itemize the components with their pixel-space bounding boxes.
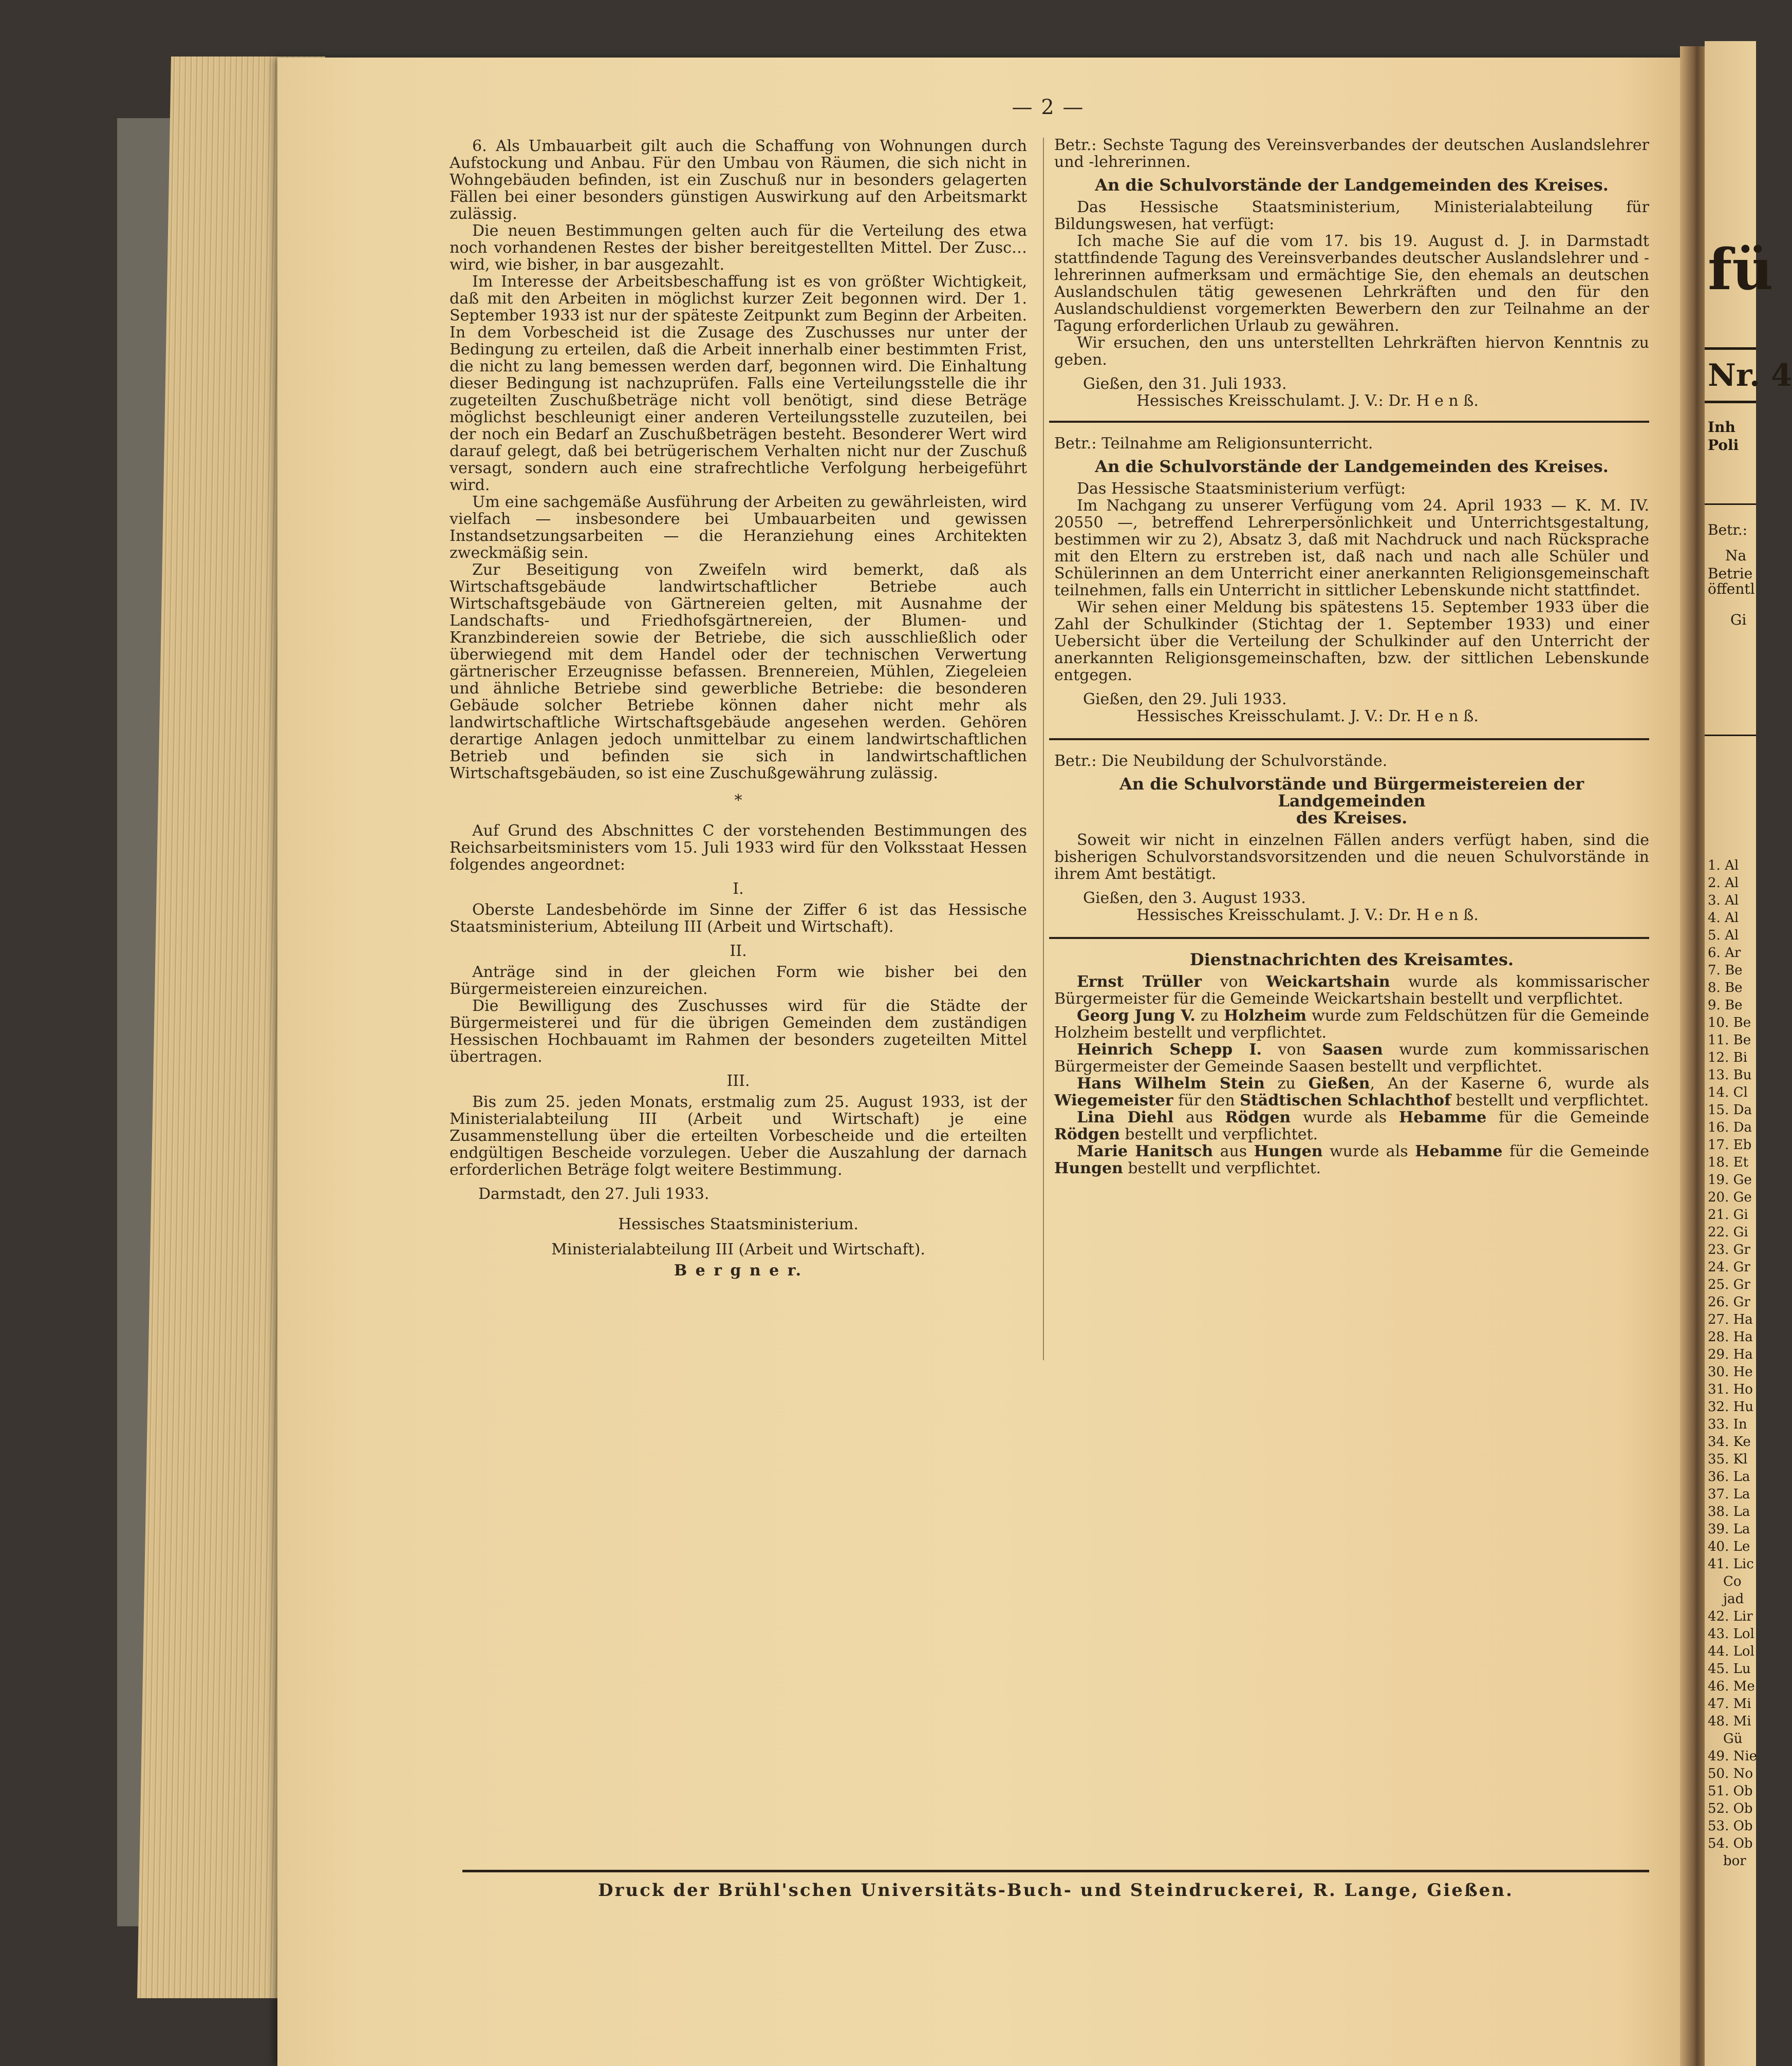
paragraph: Auf Grund des Abschnittes C der vorstehenden Bestimmungen des Reichsarbeitsministers vom 15. Juli 1933 wird für den Volksstaat Hessen folgendes angeordnet: bbox=[450, 822, 1027, 874]
next-page-list-item: 43. Lol bbox=[1708, 1626, 1754, 1642]
next-page-list-item: 18. Et bbox=[1708, 1155, 1749, 1170]
next-page-list-item: 45. Lu bbox=[1708, 1661, 1751, 1677]
right-column bbox=[1054, 137, 1649, 1177]
next-page-contents-fragment: Inh bbox=[1708, 419, 1735, 436]
person-name: Hans Wilhelm Stein bbox=[1077, 1075, 1265, 1093]
notice-entry bbox=[1054, 1143, 1649, 1177]
notice-text: für den bbox=[1173, 1092, 1240, 1110]
place-name: Saasen bbox=[1322, 1041, 1383, 1059]
notice-entry bbox=[1054, 1075, 1649, 1109]
next-page-list-item: 7. Be bbox=[1708, 963, 1743, 978]
next-page-list-item: Gü bbox=[1723, 1731, 1743, 1746]
next-page-contents-fragment: Poli bbox=[1708, 437, 1739, 454]
notice-text: aus bbox=[1213, 1142, 1254, 1160]
next-page-betr-fragment: Betr.: bbox=[1708, 521, 1748, 538]
next-page-list-item: 17. Eb bbox=[1708, 1137, 1752, 1153]
next-page-list-item: 50. No bbox=[1708, 1766, 1753, 1781]
next-page-rule bbox=[1705, 347, 1756, 350]
notice-entry bbox=[1054, 1041, 1649, 1075]
next-page-list-item: 22. Gi bbox=[1708, 1225, 1748, 1240]
page-number: — 2 — bbox=[1012, 96, 1085, 119]
place-name: Hungen bbox=[1054, 1159, 1123, 1177]
next-page-list-item: jad bbox=[1723, 1591, 1744, 1607]
person-name: Marie Hanitsch bbox=[1077, 1142, 1214, 1160]
next-page-list-item: 46. Me bbox=[1708, 1679, 1755, 1694]
next-page-text-fragment: Gi bbox=[1730, 611, 1747, 628]
section-rule bbox=[1049, 738, 1649, 740]
printer-imprint: Druck der Brühl'schen Universitäts-Buch- und Steindruckerei, R. Lange, Gießen. bbox=[598, 1880, 1514, 1901]
next-page-list-item: 25. Gr bbox=[1708, 1277, 1750, 1292]
paragraph: 6. Als Umbauarbeit gilt auch die Schaffung von Wohnungen durch Aufstockung und Anbau. Für den Umbau von Räumen, die sich nicht in Wohngebäuden befinden, ist ein Zuschuß nur in besonders gelagerten Fällen bei einer besonders günstigen Auswirkung auf den Arbeitsmarkt zulässig. bbox=[450, 137, 1027, 223]
signature: Hessisches Kreisschulamt. J. V.: Dr. H e n ß. bbox=[1136, 906, 1479, 924]
next-page-rule bbox=[1705, 401, 1756, 403]
section-heading: An die Schulvorstände und Bürgermeistereien der Landgemeinden bbox=[1119, 774, 1584, 811]
notice-text: wurde zum Feldschützen für die Gemeinde Holzheim bestellt und verpflichtet. bbox=[1054, 1007, 1649, 1042]
paragraph: Das Hessische Staatsministerium, Ministerialabteilung für Bildungswesen, hat verfügt: bbox=[1054, 198, 1649, 233]
next-page-list-item: 16. Da bbox=[1708, 1120, 1752, 1135]
role-name: Wiegemeister bbox=[1054, 1092, 1173, 1110]
next-page-list-item: 41. Lic bbox=[1708, 1556, 1754, 1572]
place-name: Hungen bbox=[1254, 1142, 1323, 1160]
next-page-list-item: 5. Al bbox=[1708, 928, 1739, 943]
role-name: Hebamme bbox=[1415, 1142, 1503, 1160]
next-page-list-item: 53. Ob bbox=[1708, 1818, 1753, 1834]
role-name: Hebamme bbox=[1398, 1109, 1487, 1126]
next-page-list-item: 8. Be bbox=[1708, 980, 1743, 996]
signature: Hessisches Kreisschulamt. J. V.: Dr. H e n ß. bbox=[1136, 707, 1479, 725]
notice-text: zu bbox=[1195, 1007, 1224, 1025]
paragraph: Um eine sachgemäße Ausführung der Arbeiten zu gewährleisten, wird vielfach — insbesondere bei Umbauarbeiten und gewissen Instandsetzungsarbeiten — die Heranziehung eines Architekten zweckmäßig sein. bbox=[450, 493, 1027, 562]
notice-text: wurde als kommissarischer Bürgermeister für die Gemeinde Weickartshain bestellt und verpflichtet. bbox=[1054, 973, 1649, 1008]
next-page-list-item: 14. Cl bbox=[1708, 1085, 1748, 1100]
next-page-list-item: 38. La bbox=[1708, 1504, 1750, 1519]
place-date: Gießen, den 3. August 1933. bbox=[1083, 889, 1306, 907]
signature-department: Ministerialabteilung III (Arbeit und Wirtschaft). bbox=[551, 1241, 925, 1259]
next-page-list-item: 3. Al bbox=[1708, 893, 1739, 908]
person-name: Heinrich Schepp I. bbox=[1077, 1041, 1262, 1059]
notice-text: aus bbox=[1173, 1109, 1225, 1126]
next-page-list-item: 35. Kl bbox=[1708, 1452, 1748, 1467]
next-page-list-item: 47. Mi bbox=[1708, 1696, 1751, 1712]
subject-line: Betr.: Sechste Tagung des Vereinsverbandes der deutschen Auslandslehrer und -lehrerinnen. bbox=[1054, 136, 1649, 171]
place-date: Darmstadt, den 27. Juli 1933. bbox=[478, 1185, 710, 1203]
signature-name: B e r g n e r. bbox=[674, 1262, 803, 1280]
next-page-list-item: 13. Bu bbox=[1708, 1067, 1752, 1083]
next-page-list-item: 51. Ob bbox=[1708, 1783, 1753, 1799]
notice-entry bbox=[1054, 1007, 1649, 1041]
notice-text: bestellt und verpflichtet. bbox=[1450, 1092, 1649, 1110]
paragraph: Die neuen Bestimmungen gelten auch für die Verteilung des etwa noch vorhandenen Restes der bisher bereitgestellten Mittel. Der Zusc… wird, wie bisher, in bar ausgezahlt. bbox=[450, 222, 1027, 274]
paragraph: Wir sehen einer Meldung bis spätestens 15. September 1933 über die Zahl der Schulkinder (Stichtag der 1. September 1933) und einer Uebersicht über die Verteilung der Schulkinder auf den Unterricht der anerkannten Religionsgemeinschaften, bzw. der sittlichen Lebenskunde entgegen. bbox=[1054, 598, 1649, 684]
place-name: Rödgen bbox=[1054, 1125, 1120, 1143]
notice-entry bbox=[1054, 1109, 1649, 1143]
next-page-list-item: 49. Nie bbox=[1708, 1749, 1758, 1764]
next-page-list-item: 34. Ke bbox=[1708, 1434, 1751, 1450]
person-name: Lina Diehl bbox=[1077, 1109, 1174, 1126]
signature-authority: Hessisches Staatsministerium. bbox=[618, 1215, 858, 1233]
next-page-rule bbox=[1705, 735, 1756, 736]
paragraph: Ich mache Sie auf die vom 17. bis 19. August d. J. in Darmstadt stattfindende Tagung des Vereinsverbandes deutscher Auslandslehrer und -lehrerinnen aufmerksam und ermächtige Sie, den ehemals an deutschen Auslandschulen tätig gewesenen Lehrkräften und den für den Auslandschuldienst vorgemerkten Bewerbern den zur Teilnahme an der Tagung erforderlichen Urlaub zu gewähren. bbox=[1054, 232, 1649, 335]
section-heading: An die Schulvorstände der Landgemeinden des Kreises. bbox=[1095, 457, 1609, 476]
next-page-list-item: 33. In bbox=[1708, 1417, 1747, 1432]
subject-line: Betr.: Teilnahme am Religionsunterricht. bbox=[1054, 435, 1373, 453]
organization-name: Städtischen Schlachthof bbox=[1240, 1092, 1451, 1110]
notice-text: für die Gemeinde bbox=[1502, 1142, 1649, 1160]
next-page-list-item: 20. Ge bbox=[1708, 1190, 1752, 1205]
paragraph: Im Nachgang zu unserer Verfügung vom 24. April 1933 — K. M. IV. 20550 —, betreffend Lehrerpersönlichkeit und Unterrichtsgestaltung, bestimmen wir zu 2), Absatz 3, daß mit Nachdruck und nach Rücksprache mit den Eltern zu erstreben ist, daß nach und nach alle Schüler und Schülerinnen an dem Unterricht einer anerkannten Religionsgemeinschaft teilnehmen, falls ein Unterricht in sittlicher Lebenskunde nicht stattfindet. bbox=[1054, 497, 1649, 599]
next-page-list-item: 15. Da bbox=[1708, 1102, 1752, 1118]
next-page-list-item: 1. Al bbox=[1708, 858, 1739, 873]
notice-text: zu bbox=[1264, 1075, 1309, 1093]
place-name: Rödgen bbox=[1225, 1109, 1291, 1126]
section-numeral: II. bbox=[730, 942, 747, 960]
section-rule bbox=[1049, 937, 1649, 939]
notice-text: für die Gemeinde bbox=[1486, 1109, 1649, 1126]
place-date: Gießen, den 29. Juli 1933. bbox=[1083, 690, 1287, 708]
subject-line: Betr.: Die Neubildung der Schulvorstände. bbox=[1054, 752, 1388, 770]
next-page-list-item: 32. Hu bbox=[1708, 1399, 1754, 1415]
paragraph: Wir ersuchen, den uns unterstellten Lehrkräften hiervon Kenntnis zu geben. bbox=[1054, 334, 1649, 369]
notice-text: wurde als bbox=[1291, 1109, 1399, 1126]
next-page-list-item: 24. Gr bbox=[1708, 1260, 1750, 1275]
next-page-list-item: 26. Gr bbox=[1708, 1294, 1750, 1310]
next-page-list-item: 12. Bi bbox=[1708, 1050, 1748, 1065]
next-page-list-item: 11. Be bbox=[1708, 1032, 1751, 1048]
next-page-issue-fragment: Nr. 4 bbox=[1708, 358, 1792, 393]
notice-text: bestellt und verpflichtet. bbox=[1123, 1159, 1321, 1177]
next-page-list-item: 54. Ob bbox=[1708, 1836, 1753, 1851]
paragraph: Zur Beseitigung von Zweifeln wird bemerkt, daß als Wirtschaftsgebäude landwirtschaftlicher Betriebe auch Wirtschaftsgebäude von Gärtnereien gelten, mit Ausnahme der Landschafts- und Friedhofsgärtnereien, der Blumen- und Kranzbindereien sowie der Betriebe, die sich ausschließlich oder überwiegend mit dem Handel oder der technischen Verwertung gärtnerischer Erzeugnisse befassen. Brennereien, Mühlen, Ziegeleien und ähnliche Betriebe sind gewerbliche Betriebe: die besonderen Gebäude solcher Betriebe können daher nicht mehr als landwirtschaftliche Wirtschaftsgebäude angesehen werden. Gehören derartige Anlagen jedoch unmittelbar zu einem landwirtschaftlichen Betrieb und befinden sie sich in landwirtschaftlichen Wirtschaftsgebäuden, so ist eine Zuschußgewährung zulässig. bbox=[450, 561, 1027, 782]
next-page-list-item: 6. Ar bbox=[1708, 945, 1741, 961]
footer-rule bbox=[462, 1870, 1649, 1872]
section-numeral: I. bbox=[733, 880, 744, 898]
paragraph: Das Hessische Staatsministerium verfügt: bbox=[1077, 480, 1406, 498]
notice-text: von bbox=[1262, 1041, 1322, 1059]
next-page-fragment bbox=[1705, 41, 1792, 2066]
notice-text: wurde zum kommissarischen Bürgermeister der Gemeinde Saasen bestellt und verpflichtet. bbox=[1054, 1041, 1649, 1076]
person-name: Ernst Trüller bbox=[1077, 973, 1202, 991]
next-page-list-item: Co bbox=[1723, 1574, 1742, 1589]
next-page-list-item: 23. Gr bbox=[1708, 1242, 1750, 1257]
notice-text: , An der Kaserne 6, wurde als bbox=[1370, 1075, 1650, 1093]
notice-text: wurde als bbox=[1322, 1142, 1415, 1160]
paragraph: Anträge sind in der gleichen Form wie bisher bei den Bürgermeistereien einzureichen. bbox=[450, 963, 1027, 998]
next-page-list-item: 52. Ob bbox=[1708, 1801, 1753, 1816]
paragraph: Die Bewilligung des Zuschusses wird für die Städte der Bürgermeisterei und für die übrigen Gemeinden dem zuständigen Hessischen Hochbauamt im Rahmen der besonders zugeteilten Mittel übertragen. bbox=[450, 997, 1027, 1066]
next-page-text-fragment: Na bbox=[1725, 547, 1747, 564]
next-page-list-item: 31. Ho bbox=[1708, 1382, 1753, 1397]
next-page-list-item: 4. Al bbox=[1708, 910, 1739, 926]
next-page-list-item: 19. Ge bbox=[1708, 1172, 1752, 1188]
next-page-list-item: 29. Ha bbox=[1708, 1347, 1753, 1362]
next-page-text-fragment: öffentl bbox=[1708, 580, 1755, 597]
paragraph: Bis zum 25. jeden Monats, erstmalig zum 25. August 1933, ist der Ministerialabteilung III (Arbeit und Wirtschaft) je eine Zusammenstellung über die erteilten Vorbescheide und die erteilten endgültigen Bescheide vorzulegen. Ueber die Auszahlung der darnach erforderlichen Beträge folgt weitere Bestimmung. bbox=[450, 1093, 1027, 1179]
next-page-list-item: 21. Gi bbox=[1708, 1207, 1748, 1223]
next-page-list-item: 27. Ha bbox=[1708, 1312, 1753, 1327]
paragraph: Oberste Landesbehörde im Sinne der Ziffer 6 ist das Hessische Staatsministerium, Abteilung III (Arbeit und Wirtschaft). bbox=[450, 901, 1027, 936]
section-rule bbox=[1049, 421, 1649, 423]
notice-text: von bbox=[1202, 973, 1266, 991]
place-name: Weickartshain bbox=[1266, 973, 1390, 991]
notice-entry bbox=[1054, 973, 1649, 1007]
section-heading: An die Schulvorstände der Landgemeinden des Kreises. bbox=[1095, 175, 1609, 195]
next-page-list-item: 39. La bbox=[1708, 1522, 1750, 1537]
next-page-list-item: 42. Lir bbox=[1708, 1609, 1753, 1624]
next-page-list-item: 36. La bbox=[1708, 1469, 1750, 1485]
place-name: Gießen bbox=[1308, 1075, 1370, 1093]
place-date: Gießen, den 31. Juli 1933. bbox=[1083, 375, 1287, 393]
paragraph: Im Interesse der Arbeitsbeschaffung ist es von größter Wichtigkeit, daß mit den Arbeiten in möglichst kurzer Zeit begonnen wird. Der 1. September 1933 ist nur der späteste Zeitpunkt zum Beginn der Arbeiten. In dem Vorbescheid ist die Zusage des Zuschusses nur unter der Bedingung zu erteilen, daß die Arbeit innerhalb einer bestimmten Frist, die nicht zu lang bemessen werden darf, begonnen wird. Die Einhaltung dieser Bedingung ist nachzuprüfen. Falls eine Verteilungsstelle die ihr zugeteilten Zuschußbeträge nicht voll benötigt, sind diese Beträge möglichst beschleunigt einer anderen Verteilungsstelle zuzuteilen, bei der noch ein Bedarf an Zuschußbeträgen besteht. Besonderer Wert wird darauf gelegt, daß bei betrügerischem Verhalten nicht nur der Zuschuß versagt, sondern auch eine strafrechtliche Verfolgung herbeigeführt wird. bbox=[450, 273, 1027, 494]
next-page-list-item: 10. Be bbox=[1708, 1015, 1751, 1030]
next-page-title-fragment: fü bbox=[1708, 236, 1774, 303]
next-page-list-item: 2. Al bbox=[1708, 875, 1739, 891]
next-page-list-item: bor bbox=[1723, 1853, 1746, 1869]
section-numeral: III. bbox=[726, 1072, 750, 1090]
next-page-list-item: 9. Be bbox=[1708, 998, 1743, 1013]
place-name: Holzheim bbox=[1224, 1007, 1306, 1025]
signature: Hessisches Kreisschulamt. J. V.: Dr. H e n ß. bbox=[1136, 392, 1479, 410]
paragraph: Soweit wir nicht in einzelnen Fällen anders verfügt haben, sind die bisherigen Schulvorstandsvorsitzenden und die neuen Schulvorstände in ihrem Amt bestätigt. bbox=[1054, 831, 1649, 883]
section-heading-cont: des Kreises. bbox=[1296, 808, 1408, 828]
next-page-list-item: 37. La bbox=[1708, 1487, 1750, 1502]
next-page-list-item: 48. Mi bbox=[1708, 1714, 1751, 1729]
next-page-list-item: 40. Le bbox=[1708, 1539, 1750, 1554]
left-column bbox=[450, 138, 1027, 1279]
notice-text: bestellt und verpflichtet. bbox=[1119, 1125, 1318, 1143]
next-page-text-fragment: Betrie bbox=[1708, 565, 1753, 582]
section-separator-star: * bbox=[734, 792, 742, 810]
column-divider bbox=[1043, 138, 1044, 1360]
next-page-rule bbox=[1705, 503, 1756, 505]
next-page-list-item: 30. He bbox=[1708, 1364, 1753, 1380]
next-page-list-item: 44. Lol bbox=[1708, 1644, 1754, 1659]
section-heading: Dienstnachrichten des Kreisamtes. bbox=[1189, 950, 1514, 969]
next-page-list-item: 28. Ha bbox=[1708, 1329, 1753, 1345]
person-name: Georg Jung V. bbox=[1077, 1007, 1196, 1025]
